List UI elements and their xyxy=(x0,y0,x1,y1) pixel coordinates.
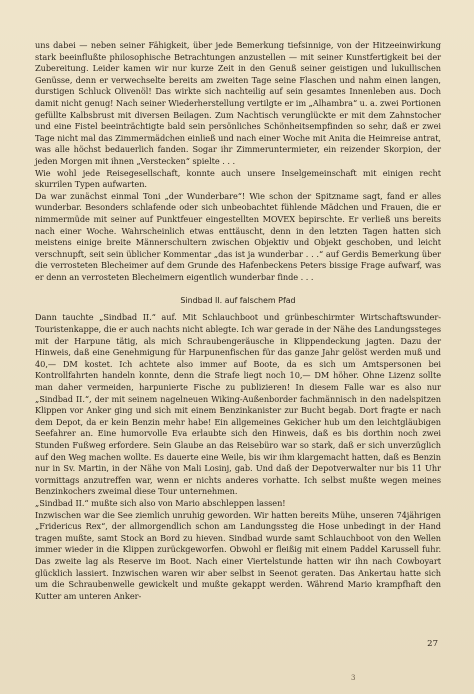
paragraph-6: Inzwischen war die See ziemlich unruhig geworden. Wir hatten bereits Mühe, unseren 74jährigen „Fridericus Rex“, der allmorgendlich schon am Landungssteg die Hose unbedingt in der Hand tragen mußte, samt Stock an Bord zu hieven. Sindbad wurde samt Schlauchboot von den Wellen immer wieder in die Klippen zurückgeworfen. Obwohl er fleißig mit einem Paddel Karussell fuhr. Das zweite lag als Reserve im Boot. Nach einer Viertelstunde hatten wir ihn nach Cowboyart glücklich lassiert. Inzwischen waren wir aber selbst in Seenot geraten. Das Ankertau hatte sich um die Schraubenwelle gewickelt und mußte gekappt werden. Während Mario krampfhaft den Kutter am unteren Anker- xyxy=(35,509,441,601)
paragraph-5: „Sindbad II.“ mußte sich also von Mario abschleppen lassen! xyxy=(35,497,286,508)
paragraph-4: Dann tauchte „Sindbad II.“ auf. Mit Schlauchboot und grünbeschirmter Wirtschaftswunder-Touristenkappe, die er auch nachts nicht ablegte. Ich war gerade in der Nähe des Landungssteges mit der Harpune tätig, als mich Schraubengeräusche in Klippendeckung jagten. Dazu der Hinweis, daß eine Genehmigung für Harpunenfischen für das ganze Jahr gelöst werden muß und 40,— DM kostet. Ich achtete also immer auf Boote, da es sich um Amtspersonen bei Kontrollfahrten handeln konnte, denn die Strafe liegt noch 10,— DM höher. Ohne Lizenz sollte man daher vermeiden, harpunierte Fische zu publizieren! In diesem Falle war es also nur „Sindbad II.“, der mit seinem nagelneuen Wiking-Außenborder fachmännisch in den nadelspitzen Klippen vor Anker ging und sich mit einem Benzinkanister zur Bucht begab. Dort fragte er nach dem Depot, da er kein Benzin mehr habe! Ein allgemeines Gekicher hub um den leichtgläubigen Seefahrer an. Eine humorvolle Eva erlaubte sich den Hinweis, daß es bis dorthin noch zwei Stunden Fußweg erfordere. Sein Glaube an das Reisebüro war so stark, daß er sich unverzüglich auf den Weg machen wollte. Es dauerte eine Weile, bis wir ihm klargemacht hatten, daß es Benzin nur in Sv. Martin, in der Nähe von Mali Losinj, gab. Und daß der Depotverwalter nur bis 11 Uhr vormittags anzutreffen war, wenn er nichts anderes vorhatte. Ich selbst mußte wegen meines Benzinkochers zweimal diese Tour unternehmen. xyxy=(35,312,441,497)
section-heading: Sindbad II. auf falschem Pfad xyxy=(180,296,296,306)
paragraph-2: Wie wohl jede Reisegesellschaft, konnte auch unsere Inselgemeinschaft mit einigen recht skurrilen Typen aufwarten. xyxy=(35,167,441,190)
paragraph-3: Da war zunächst einmal Toni „der Wunderbare“! Wie schon der Spitzname sagt, fand er alles wunderbar. Besonders schlafende oder sich unbeobachtet fühlende Mädchen und Frauen, die er nimmermüde mit seiner auf Punktfeuer eingestellten MOVEX bepirschte. Er verließ uns bereits nach einer Woche. Wahrscheinlich etwas enttäuscht, denn in den letzten Tagen hatten sich meistens einige breite Männerschultern zwischen Objektiv und Objekt geschoben, und leicht verschnupft, seit sein üblicher Kommentar „das ist ja wunderbar . . .“ auf Gerdis Bemerkung über die verrosteten Blecheimer auf dem Grunde des Hafenbeckens Peters bissige Frage aufwarf, was er denn an verrosteten Blecheimern eigentlich wunderbar finde . . . xyxy=(35,190,441,282)
paragraph-1: uns dabei — neben seiner Fähigkeit, über jede Bemerkung tiefsinnige, von der Hitzeeinwirkung stark beeinflußte philosophische Betrachtungen anzustellen — mit seiner Kunstfertigkeit bei der Zubereitung. Leider kamen wir nur kurze Zeit in den Genuß seiner geistigen und lukullischen Genüsse, denn er verwechselte bereits am zweiten Tage seine Flaschen und nahm einen langen, durstigen Schluck Olivenöl! Das wirkte sich nachteilig auf sein gesamtes Innenleben aus. Doch damit nicht genug! Nach seiner Wiederherstellung vertilgte er im „Alhambra“ u. a. zwei Portionen gefüllte Kalbsbrust mit diversen Beilagen. Zum Nachtisch verunglückte er mit dem Zahnstocher und eine Fistel beeinträchtigte bald sein persönliches Schönheitsempfinden so sehr, daß er zwei Tage nicht mal das Zimmermädchen einließ und nach einer Woche mit Anita die Heimreise antrat, was alle höchst bedauerlich fanden. Sogar ihr Zimmeruntermieter, ein reizender Skorpion, der jeden Morgen mit ihnen „Verstecken“ spielte . . . xyxy=(35,40,441,166)
page-number: 27 xyxy=(427,639,438,649)
footer-mark: 3 xyxy=(351,674,356,682)
text-column xyxy=(35,40,441,602)
